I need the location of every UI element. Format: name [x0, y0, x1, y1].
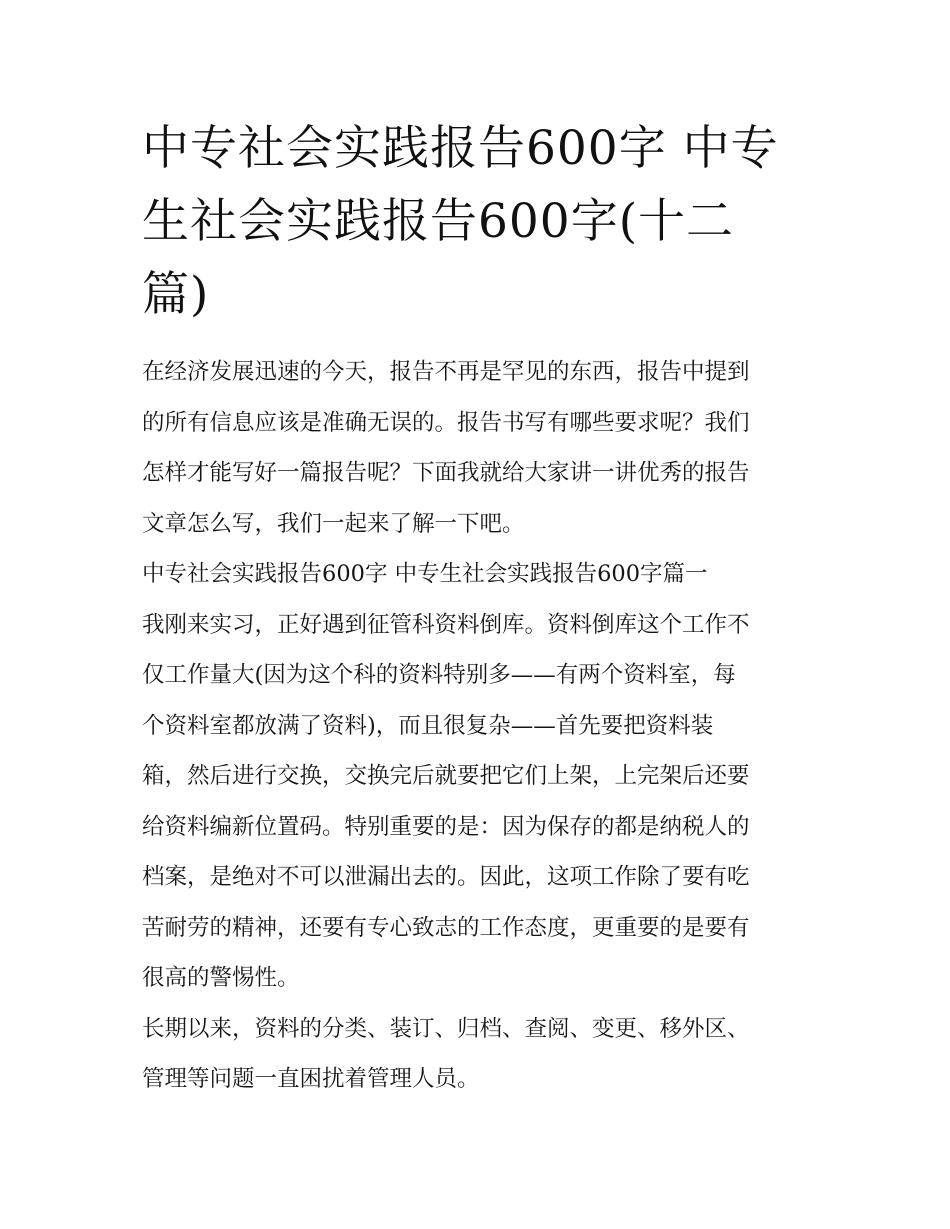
text-line: 个资料室都放满了资料)，而且很复杂——首先要把资料装 — [142, 712, 714, 739]
text-line: 给资料编新位置码。特别重要的是：因为保存的都是纳税人的 — [142, 813, 750, 840]
text-line: 档案，是绝对不可以泄漏出去的。因此，这项工作除了要有吃 — [142, 864, 750, 890]
text-line: 中专社会实践报告600字 中专生社会实践报告600字篇一 — [142, 561, 708, 587]
title-line: 篇) — [142, 267, 210, 322]
section-heading-paragraph — [142, 549, 814, 600]
title-line: 生社会实践报告600字(十二 — [142, 194, 735, 249]
text-line: 长期以来，资料的分类、装订、归档、查阅、变更、移外区、 — [142, 1015, 750, 1042]
text-line: 管理等问题一直困扰着管理人员。 — [142, 1066, 480, 1092]
body-paragraph — [142, 1004, 814, 1105]
title-line: 中专社会实践报告600字 中专 — [142, 121, 779, 176]
text-line: 怎样才能写好一篇报告呢？下面我就给大家讲一讲优秀的报告 — [142, 460, 750, 486]
text-line: 仅工作量大(因为这个科的资料特别多——有两个资料室，每 — [142, 662, 736, 688]
text-line: 的所有信息应该是准确无误的。报告书写有哪些要求呢？我们 — [142, 409, 750, 436]
document-title — [142, 112, 814, 331]
text-line: 在经济发展迅速的今天，报告不再是罕见的东西，报告中提到 — [142, 359, 750, 385]
text-line: 很高的警惕性。 — [142, 965, 300, 991]
document-body — [142, 347, 814, 1105]
intro-paragraph — [142, 347, 814, 549]
body-paragraph — [142, 600, 814, 1004]
text-line: 我刚来实习，正好遇到征管科资料倒库。资料倒库这个工作不 — [142, 611, 750, 638]
text-line: 文章怎么写，我们一起来了解一下吧。 — [142, 510, 525, 537]
text-line: 箱，然后进行交换，交换完后就要把它们上架，上完架后还要 — [142, 763, 750, 789]
document-page — [142, 112, 814, 1105]
text-line: 苦耐劳的精神，还要有专心致志的工作态度，更重要的是要有 — [142, 914, 750, 941]
